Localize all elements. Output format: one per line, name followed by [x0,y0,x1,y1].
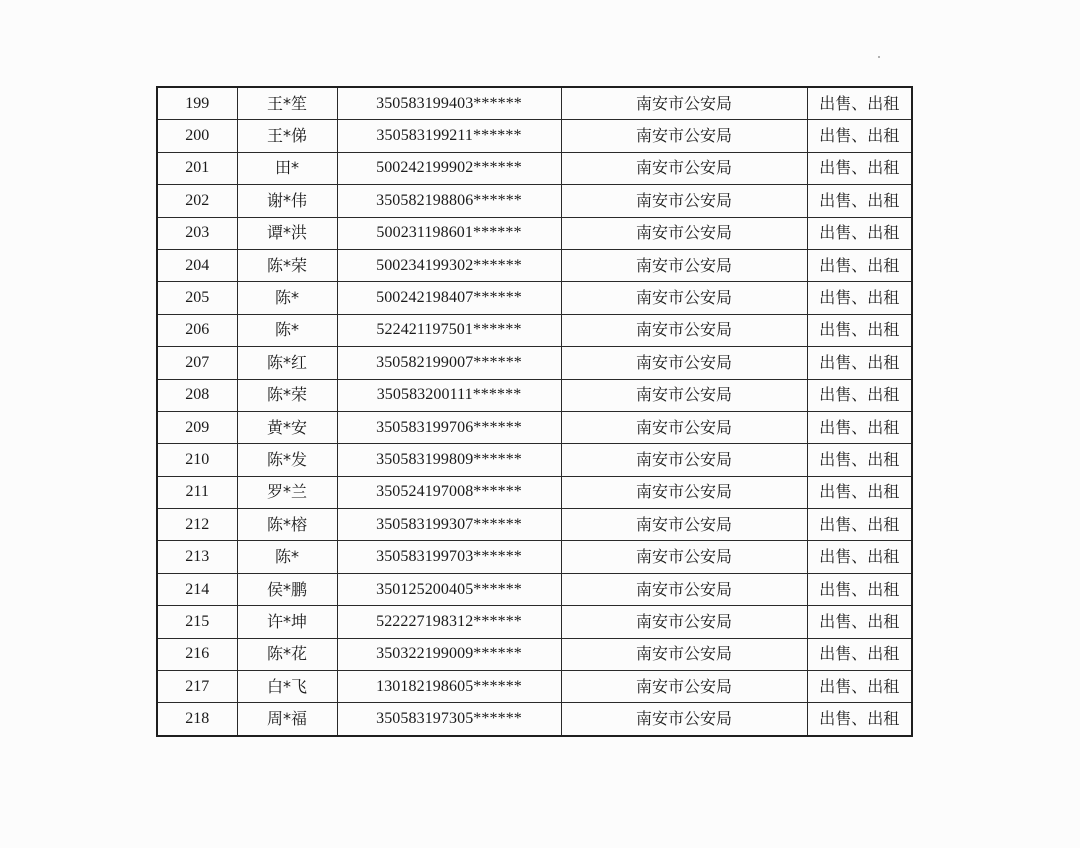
scan-speck [878,56,880,58]
person-name-cell: 陈*荣 [237,249,337,281]
id-number-cell: 350583199211****** [337,120,561,152]
person-name-cell: 罗*兰 [237,476,337,508]
row-number-cell: 205 [157,282,237,314]
violation-type-cell: 出售、出租 [807,703,912,736]
row-number-cell: 215 [157,606,237,638]
authority-name-cell: 南安市公安局 [561,573,807,605]
authority-name-cell: 南安市公安局 [561,476,807,508]
person-name-cell: 陈*花 [237,638,337,670]
table-row [157,120,912,152]
table-row [157,476,912,508]
row-number-cell: 207 [157,347,237,379]
authority-name-cell: 南安市公安局 [561,606,807,638]
row-number-cell: 206 [157,314,237,346]
id-number-cell: 350583199703****** [337,541,561,573]
violation-type-cell: 出售、出租 [807,541,912,573]
table-row [157,638,912,670]
table-row [157,314,912,346]
id-number-cell: 350583199706****** [337,411,561,443]
authority-name-cell: 南安市公安局 [561,249,807,281]
person-name-cell: 陈*发 [237,444,337,476]
authority-name-cell: 南安市公安局 [561,185,807,217]
id-number-cell: 500231198601****** [337,217,561,249]
person-name-cell: 许*坤 [237,606,337,638]
id-number-cell: 500242199902****** [337,152,561,184]
table-row [157,411,912,443]
row-number-cell: 199 [157,87,237,120]
row-number-cell: 204 [157,249,237,281]
row-number-cell: 210 [157,444,237,476]
roster-table-body [157,87,912,736]
violation-type-cell: 出售、出租 [807,217,912,249]
table-row [157,379,912,411]
id-number-cell: 350583197305****** [337,703,561,736]
row-number-cell: 212 [157,509,237,541]
table-row [157,444,912,476]
authority-name-cell: 南安市公安局 [561,379,807,411]
row-number-cell: 203 [157,217,237,249]
row-number-cell: 217 [157,671,237,703]
person-name-cell: 王*笙 [237,87,337,120]
person-name-cell: 陈*红 [237,347,337,379]
id-number-cell: 522227198312****** [337,606,561,638]
table-row [157,87,912,120]
authority-name-cell: 南安市公安局 [561,444,807,476]
table-row [157,282,912,314]
authority-name-cell: 南安市公安局 [561,347,807,379]
roster-table [156,86,913,737]
authority-name-cell: 南安市公安局 [561,152,807,184]
violation-type-cell: 出售、出租 [807,444,912,476]
row-number-cell: 200 [157,120,237,152]
violation-type-cell: 出售、出租 [807,249,912,281]
person-name-cell: 白*飞 [237,671,337,703]
row-number-cell: 211 [157,476,237,508]
violation-type-cell: 出售、出租 [807,379,912,411]
table-row [157,573,912,605]
violation-type-cell: 出售、出租 [807,314,912,346]
authority-name-cell: 南安市公安局 [561,541,807,573]
authority-name-cell: 南安市公安局 [561,703,807,736]
table-row [157,347,912,379]
table-row [157,671,912,703]
person-name-cell: 王*俤 [237,120,337,152]
id-number-cell: 130182198605****** [337,671,561,703]
person-name-cell: 陈*榕 [237,509,337,541]
person-name-cell: 田* [237,152,337,184]
person-name-cell: 谢*伟 [237,185,337,217]
table-row [157,509,912,541]
person-name-cell: 黄*安 [237,411,337,443]
row-number-cell: 208 [157,379,237,411]
authority-name-cell: 南安市公安局 [561,282,807,314]
authority-name-cell: 南安市公安局 [561,87,807,120]
authority-name-cell: 南安市公安局 [561,120,807,152]
authority-name-cell: 南安市公安局 [561,638,807,670]
table-row [157,703,912,736]
violation-type-cell: 出售、出租 [807,282,912,314]
violation-type-cell: 出售、出租 [807,476,912,508]
authority-name-cell: 南安市公安局 [561,217,807,249]
table-row [157,541,912,573]
authority-name-cell: 南安市公安局 [561,411,807,443]
row-number-cell: 201 [157,152,237,184]
row-number-cell: 213 [157,541,237,573]
id-number-cell: 350125200405****** [337,573,561,605]
person-name-cell: 侯*鹏 [237,573,337,605]
table-row [157,152,912,184]
row-number-cell: 214 [157,573,237,605]
id-number-cell: 522421197501****** [337,314,561,346]
violation-type-cell: 出售、出租 [807,606,912,638]
table-row [157,249,912,281]
person-name-cell: 陈* [237,314,337,346]
id-number-cell: 350582199007****** [337,347,561,379]
id-number-cell: 350583199307****** [337,509,561,541]
id-number-cell: 350583199403****** [337,87,561,120]
id-number-cell: 350583200111****** [337,379,561,411]
person-name-cell: 陈*荣 [237,379,337,411]
authority-name-cell: 南安市公安局 [561,671,807,703]
violation-type-cell: 出售、出租 [807,638,912,670]
person-name-cell: 陈* [237,541,337,573]
violation-type-cell: 出售、出租 [807,411,912,443]
row-number-cell: 216 [157,638,237,670]
authority-name-cell: 南安市公安局 [561,314,807,346]
id-number-cell: 350322199009****** [337,638,561,670]
violation-type-cell: 出售、出租 [807,185,912,217]
violation-type-cell: 出售、出租 [807,573,912,605]
row-number-cell: 218 [157,703,237,736]
id-number-cell: 500242198407****** [337,282,561,314]
row-number-cell: 202 [157,185,237,217]
person-name-cell: 谭*洪 [237,217,337,249]
row-number-cell: 209 [157,411,237,443]
violation-type-cell: 出售、出租 [807,671,912,703]
violation-type-cell: 出售、出租 [807,152,912,184]
id-number-cell: 350524197008****** [337,476,561,508]
violation-type-cell: 出售、出租 [807,87,912,120]
id-number-cell: 500234199302****** [337,249,561,281]
id-number-cell: 350582198806****** [337,185,561,217]
table-row [157,606,912,638]
violation-type-cell: 出售、出租 [807,347,912,379]
violation-type-cell: 出售、出租 [807,509,912,541]
person-name-cell: 周*福 [237,703,337,736]
person-name-cell: 陈* [237,282,337,314]
authority-name-cell: 南安市公安局 [561,509,807,541]
id-number-cell: 350583199809****** [337,444,561,476]
violation-type-cell: 出售、出租 [807,120,912,152]
table-row [157,217,912,249]
table-row [157,185,912,217]
